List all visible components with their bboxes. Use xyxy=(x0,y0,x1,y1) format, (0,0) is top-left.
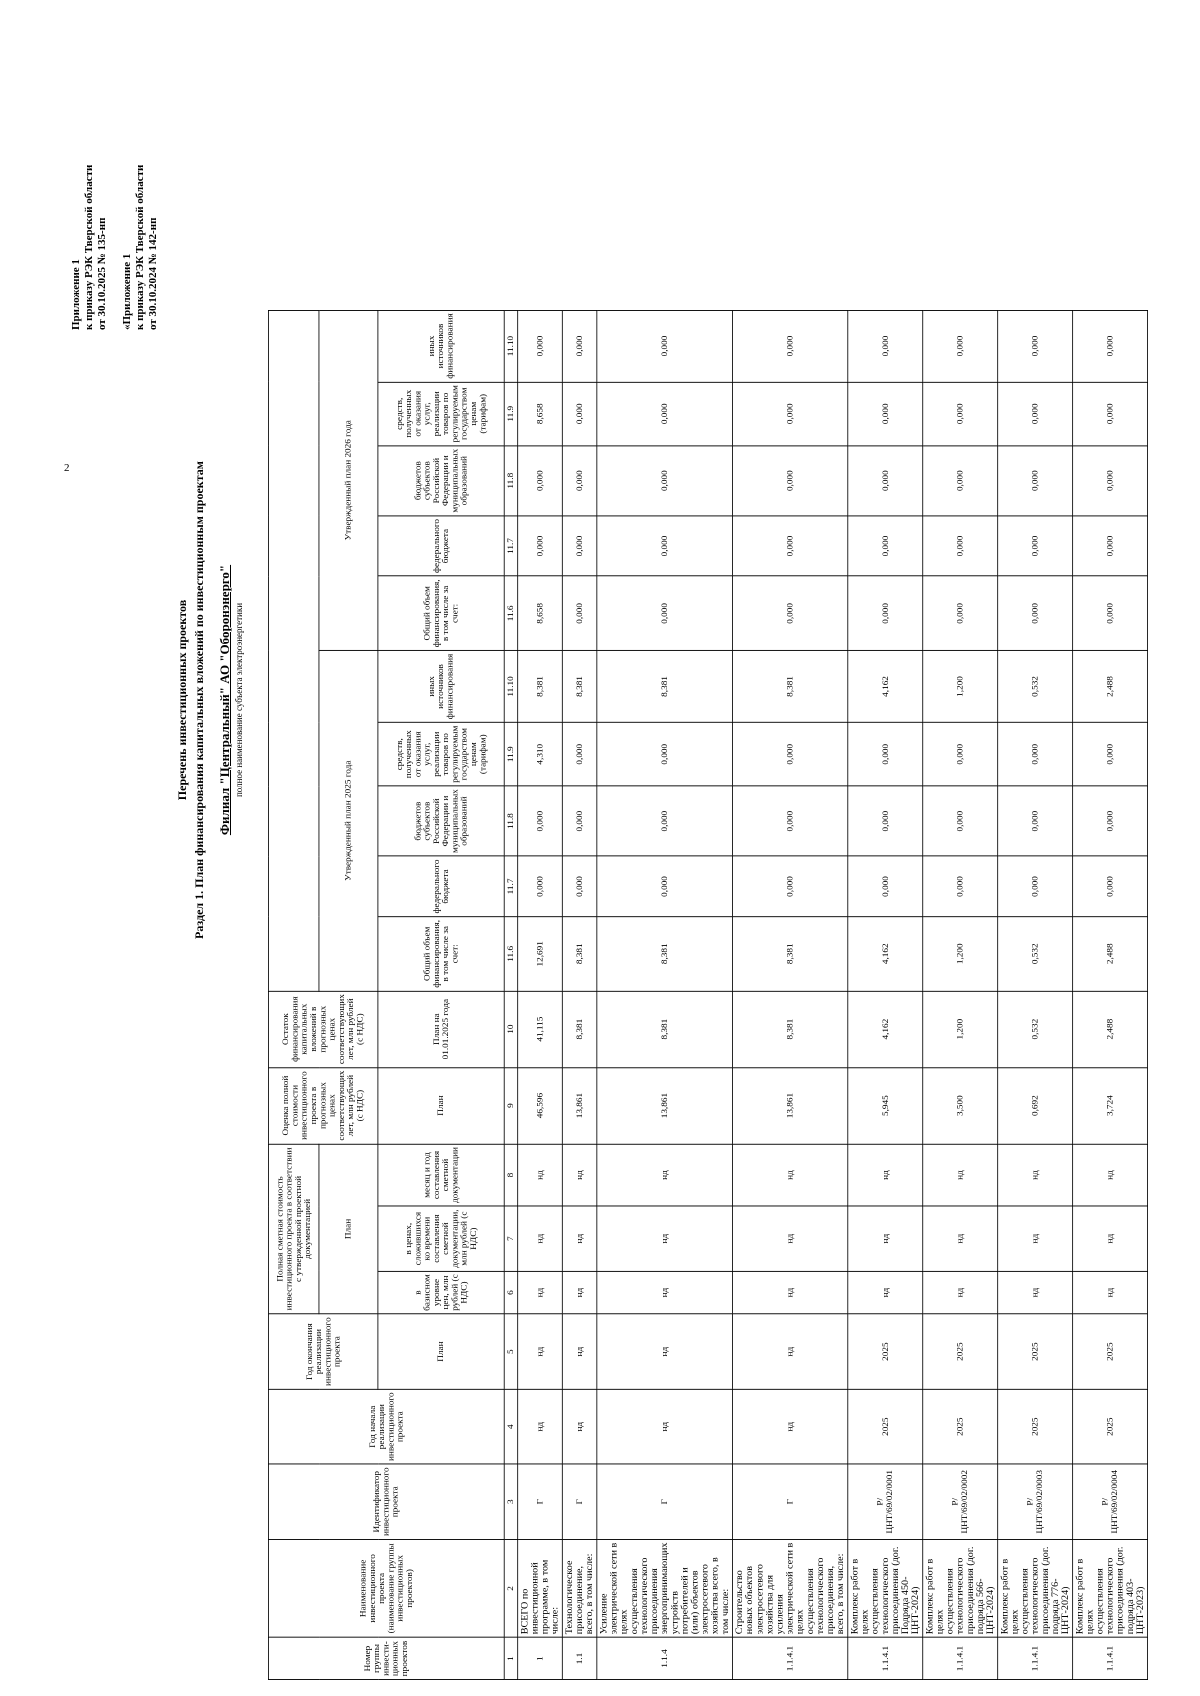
header-forecast-plan: План xyxy=(378,1067,504,1143)
cell-a2: 0,000 xyxy=(562,856,597,916)
cell-b1: 0,000 xyxy=(732,576,847,650)
column-number: 6 xyxy=(504,1271,517,1314)
cell-c8: нд xyxy=(732,1144,847,1206)
cell-name: Усиление электрической сети в целях осуществления технологического присоединения энергопринимающих устройств потребителей и (или) объектов электросетевого хозяйства всего, в том числе: xyxy=(597,1539,733,1637)
header-forecast: Оценка полной стоимости инвестиционного проекта в прогнозных ценах соответствующих лет, млн рублей (с НДС) xyxy=(268,1067,377,1143)
cell-b1: 8,658 xyxy=(518,576,563,650)
cell-b4: 8,658 xyxy=(518,382,563,446)
cell-c10: 0,532 xyxy=(998,991,1073,1067)
column-number: 4 xyxy=(504,1389,517,1464)
title-list: Перечень инвестиционных проектов xyxy=(175,599,189,801)
cell-b1: 0,000 xyxy=(562,576,597,650)
cell-b5: 0,000 xyxy=(1073,310,1148,382)
cell-a3: 0,000 xyxy=(848,786,923,856)
cell-a5: 0,532 xyxy=(998,650,1073,722)
cell-start: нд xyxy=(562,1389,597,1464)
page-number: 2 xyxy=(64,462,70,474)
cell-c7: нд xyxy=(732,1206,847,1271)
cell-b2: 0,000 xyxy=(848,516,923,576)
cell-a3: 0,000 xyxy=(597,786,733,856)
cell-id: Г xyxy=(518,1464,563,1539)
header-row xyxy=(268,310,319,1679)
cell-b2: 0,000 xyxy=(518,516,563,576)
column-number: 9 xyxy=(504,1067,517,1143)
cell-start: 2025 xyxy=(1073,1389,1148,1464)
cell-num: 1.1.4.1 xyxy=(848,1638,923,1680)
table-row xyxy=(518,310,563,1679)
column-number: 2 xyxy=(504,1539,517,1637)
cell-id: P/ЦНТ/69/02/0003 xyxy=(998,1464,1073,1539)
approval-line: «Приложение 1 xyxy=(121,253,133,330)
column-number: 5 xyxy=(504,1314,517,1389)
cell-end: нд xyxy=(597,1314,733,1389)
cell-b4: 0,000 xyxy=(732,382,847,446)
cell-b2: 0,000 xyxy=(562,516,597,576)
cell-b5: 0,000 xyxy=(518,310,563,382)
cell-c7: нд xyxy=(562,1206,597,1271)
cell-name: Комплекс работ в целях осуществления технологического присоединения (дог. подряда 403-ЦНТ-2023) xyxy=(1073,1539,1148,1637)
cell-a1: 1,200 xyxy=(923,917,998,991)
cell-c9: 13,861 xyxy=(597,1067,733,1143)
column-number: 11.8 xyxy=(504,786,517,856)
cell-c6: нд xyxy=(562,1271,597,1314)
cell-c9: 5,945 xyxy=(848,1067,923,1143)
cell-a1: 8,381 xyxy=(732,917,847,991)
header-estimate-date: месяц и год составления сметной документации xyxy=(378,1144,504,1206)
cell-b3: 0,000 xyxy=(998,446,1073,516)
cell-a5: 2,488 xyxy=(1073,650,1148,722)
cell-c8: нд xyxy=(562,1144,597,1206)
cell-num: 1.1.4.1 xyxy=(923,1638,998,1680)
cell-c8: нд xyxy=(518,1144,563,1206)
cell-num: 1.1.4 xyxy=(597,1638,733,1680)
cell-start: нд xyxy=(518,1389,563,1464)
cell-b1: 0,000 xyxy=(923,576,998,650)
title-caption: полное наименование субъекта электроэнергетики xyxy=(234,602,244,798)
approval-line: от 30.10.2025 № 135-нп xyxy=(96,217,108,330)
cell-c10: 8,381 xyxy=(732,991,847,1067)
cell-name: Комплекс работ в целях осуществления технологического присоединения (дог. подряда 776-ЦНТ-2024) xyxy=(998,1539,1073,1637)
cell-a3: 0,000 xyxy=(1073,786,1148,856)
cell-a2: 0,000 xyxy=(923,856,998,916)
cell-b5: 0,000 xyxy=(923,310,998,382)
column-number: 11.7 xyxy=(504,856,517,916)
cell-num: 1.1.4.1 xyxy=(1073,1638,1148,1680)
cell-a4: 4,310 xyxy=(518,722,563,786)
cell-c9: 13,861 xyxy=(562,1067,597,1143)
header-plan-2026: Утвержденный план 2026 года xyxy=(319,310,378,650)
cell-c6: нд xyxy=(848,1271,923,1314)
header-estimate-plan: План xyxy=(319,1144,378,1314)
cell-c8: нд xyxy=(1073,1144,1148,1206)
header-start-year: Год начала реализации инвестиционного проекта xyxy=(268,1389,504,1464)
cell-a5: 4,162 xyxy=(848,650,923,722)
cell-end: 2025 xyxy=(848,1314,923,1389)
cell-b2: 0,000 xyxy=(597,516,733,576)
cell-start: 2025 xyxy=(848,1389,923,1464)
cell-b5: 0,000 xyxy=(597,310,733,382)
cell-end: 2025 xyxy=(998,1314,1073,1389)
document-titles xyxy=(175,200,244,1200)
cell-a2: 0,000 xyxy=(1073,856,1148,916)
header-source-p3: бюджетов субъектов Российской Федерации и муниципальных образований xyxy=(378,786,504,856)
header-source-p1: Общий объем финансирования, в том числе за счет: xyxy=(378,917,504,991)
cell-a2: 0,000 xyxy=(732,856,847,916)
cell-c6: нд xyxy=(732,1271,847,1314)
cell-a4: 0,000 xyxy=(562,722,597,786)
cell-name: ВСЕГО по инвестиционной программе, в том числе: xyxy=(518,1539,563,1637)
header-blank xyxy=(268,310,319,991)
column-number: 11.9 xyxy=(504,382,517,446)
cell-end: нд xyxy=(518,1314,563,1389)
approval-line: к приказу РЭК Тверской области xyxy=(134,164,146,330)
column-number: 1 xyxy=(504,1638,517,1680)
header-group-number: Номер группы инвести-ционных проектов xyxy=(268,1638,504,1680)
header-source-p5: иных источников финансирования xyxy=(378,650,504,722)
cell-b5: 0,000 xyxy=(732,310,847,382)
cell-num: 1.1 xyxy=(562,1638,597,1680)
header-project-id: Идентификатор инвестиционного проекта xyxy=(268,1464,504,1539)
cell-c8: нд xyxy=(848,1144,923,1206)
header-project-name: Наименование инвестиционного проекта (наименование группы инвестиционных проектов) xyxy=(268,1539,504,1637)
column-number: 11.10 xyxy=(504,310,517,382)
cell-c10: 8,381 xyxy=(562,991,597,1067)
header-source-p2: федерального бюджета xyxy=(378,856,504,916)
column-number-row xyxy=(504,310,517,1679)
cell-b4: 0,000 xyxy=(998,382,1073,446)
header-source-p5: иных источников финансирования xyxy=(378,310,504,382)
cell-a2: 0,000 xyxy=(848,856,923,916)
cell-end: нд xyxy=(562,1314,597,1389)
cell-a3: 0,000 xyxy=(923,786,998,856)
cell-c7: нд xyxy=(998,1206,1073,1271)
cell-start: нд xyxy=(597,1389,733,1464)
cell-a4: 0,000 xyxy=(848,722,923,786)
cell-c8: нд xyxy=(597,1144,733,1206)
header-source-p4: средств, полученных от оказания услуг, реализации товаров по регулируемым государством ценам (тарифам) xyxy=(378,722,504,786)
cell-a4: 0,000 xyxy=(1073,722,1148,786)
cell-a1: 0,532 xyxy=(998,917,1073,991)
cell-c10: 2,488 xyxy=(1073,991,1148,1067)
cell-end: 2025 xyxy=(923,1314,998,1389)
cell-c10: 8,381 xyxy=(597,991,733,1067)
cell-num: 1 xyxy=(518,1638,563,1680)
header-source-p2: федерального бюджета xyxy=(378,516,504,576)
column-number: 11.10 xyxy=(504,650,517,722)
cell-c10: 4,162 xyxy=(848,991,923,1067)
table-row xyxy=(732,310,847,1679)
cell-a5: 8,381 xyxy=(732,650,847,722)
column-number: 3 xyxy=(504,1464,517,1539)
cell-c8: нд xyxy=(923,1144,998,1206)
cell-a4: 0,000 xyxy=(998,722,1073,786)
header-plan-2025: Утвержденный план 2025 года xyxy=(319,650,378,990)
cell-b3: 0,000 xyxy=(562,446,597,516)
cell-b1: 0,000 xyxy=(848,576,923,650)
cell-start: нд xyxy=(732,1389,847,1464)
cell-id: P/ЦНТ/69/02/0004 xyxy=(1073,1464,1148,1539)
column-number: 11.6 xyxy=(504,917,517,991)
cell-end: 2025 xyxy=(1073,1314,1148,1389)
cell-c6: нд xyxy=(518,1271,563,1314)
header-current-price: в ценах, сложившихся ко времени составления сметной документации, млн рублей (с НДС) xyxy=(378,1206,504,1271)
approval-line: к приказу РЭК Тверской области xyxy=(83,164,95,330)
cell-a5: 1,200 xyxy=(923,650,998,722)
header-source-p4: средств, полученных от оказания услуг, реализации товаров по регулируемым государством ценам (тарифам) xyxy=(378,382,504,446)
header-basis-price: в базисном уровне цен, млн рублей (с НДС) xyxy=(378,1271,504,1314)
cell-c10: 41,115 xyxy=(518,991,563,1067)
table-row xyxy=(562,310,597,1679)
column-number: 8 xyxy=(504,1144,517,1206)
cell-b4: 0,000 xyxy=(562,382,597,446)
cell-c6: нд xyxy=(998,1271,1073,1314)
cell-b2: 0,000 xyxy=(998,516,1073,576)
cell-b2: 0,000 xyxy=(1073,516,1148,576)
cell-num: 1.1.4.1 xyxy=(732,1638,847,1680)
header-source-p1: Общий объем финансирования, в том числе за счет: xyxy=(378,576,504,650)
cell-b1: 0,000 xyxy=(597,576,733,650)
cell-a5: 8,381 xyxy=(597,650,733,722)
column-number: 11.8 xyxy=(504,446,517,516)
cell-b3: 0,000 xyxy=(848,446,923,516)
table-row xyxy=(998,310,1073,1679)
cell-b3: 0,000 xyxy=(1073,446,1148,516)
column-number: 10 xyxy=(504,991,517,1067)
cell-start: 2025 xyxy=(923,1389,998,1464)
cell-b2: 0,000 xyxy=(732,516,847,576)
cell-c9: 3,724 xyxy=(1073,1067,1148,1143)
cell-id: P/ЦНТ/69/02/0001 xyxy=(848,1464,923,1539)
header-remaining-plan: План на 01.01.2025 года xyxy=(378,991,504,1067)
cell-c6: нд xyxy=(597,1271,733,1314)
cell-b3: 0,000 xyxy=(732,446,847,516)
cell-b5: 0,000 xyxy=(562,310,597,382)
title-section: Раздел 1. План финансирования капитальных вложений по инвестиционным проектам xyxy=(192,461,206,939)
cell-id: P/ЦНТ/69/02/0002 xyxy=(923,1464,998,1539)
cell-a3: 0,000 xyxy=(518,786,563,856)
column-number: 11.7 xyxy=(504,516,517,576)
cell-a2: 0,000 xyxy=(597,856,733,916)
cell-a4: 0,000 xyxy=(923,722,998,786)
cell-a1: 8,381 xyxy=(562,917,597,991)
table-row xyxy=(1073,310,1148,1679)
cell-a3: 0,000 xyxy=(998,786,1073,856)
cell-name: Строительство новых объектов электросетевого хозяйства для усиления электрической сети в целях осуществления технологического присоединения, всего, в том числе: xyxy=(732,1539,847,1637)
cell-a2: 0,000 xyxy=(998,856,1073,916)
cell-a2: 0,000 xyxy=(518,856,563,916)
investment-plan-table xyxy=(268,310,1148,1680)
cell-c9: 0,692 xyxy=(998,1067,1073,1143)
cell-c7: нд xyxy=(597,1206,733,1271)
column-number: 7 xyxy=(504,1206,517,1271)
cell-c7: нд xyxy=(518,1206,563,1271)
table-row xyxy=(848,310,923,1679)
cell-name: Комплекс работ в целях осуществления технологического присоединения (дог. подряда 566-ЦНТ-2024) xyxy=(923,1539,998,1637)
cell-b4: 0,000 xyxy=(1073,382,1148,446)
header-end-year: Год окончания реализации инвестиционного проекта xyxy=(268,1314,377,1389)
cell-num: 1.1.4.1 xyxy=(998,1638,1073,1680)
cell-a3: 0,000 xyxy=(732,786,847,856)
cell-b1: 0,000 xyxy=(998,576,1073,650)
cell-b2: 0,000 xyxy=(923,516,998,576)
cell-b5: 0,000 xyxy=(848,310,923,382)
cell-b5: 0,000 xyxy=(998,310,1073,382)
cell-a1: 12,691 xyxy=(518,917,563,991)
cell-b3: 0,000 xyxy=(923,446,998,516)
cell-c7: нд xyxy=(1073,1206,1148,1271)
cell-c9: 13,861 xyxy=(732,1067,847,1143)
cell-c6: нд xyxy=(1073,1271,1148,1314)
cell-id: Г xyxy=(597,1464,733,1539)
cell-c9: 3,500 xyxy=(923,1067,998,1143)
cell-b4: 0,000 xyxy=(848,382,923,446)
cell-c9: 46,596 xyxy=(518,1067,563,1143)
title-company: Филиал "Центральный" АО "Оборонэнерго" xyxy=(217,564,232,836)
cell-c8: нд xyxy=(998,1144,1073,1206)
column-number: 11.9 xyxy=(504,722,517,786)
cell-c7: нд xyxy=(923,1206,998,1271)
cell-a4: 0,000 xyxy=(732,722,847,786)
cell-a5: 8,381 xyxy=(562,650,597,722)
cell-b4: 0,000 xyxy=(597,382,733,446)
approval-gap xyxy=(109,110,121,330)
cell-b4: 0,000 xyxy=(923,382,998,446)
cell-a4: 0,000 xyxy=(597,722,733,786)
cell-a1: 2,488 xyxy=(1073,917,1148,991)
header-source-p3: бюджетов субъектов Российской Федерации и муниципальных образований xyxy=(378,446,504,516)
approval-rotated xyxy=(70,110,160,330)
cell-b3: 0,000 xyxy=(597,446,733,516)
approval-line: Приложение 1 xyxy=(70,259,82,330)
cell-c10: 1,200 xyxy=(923,991,998,1067)
cell-b1: 0,000 xyxy=(1073,576,1148,650)
cell-c7: нд xyxy=(848,1206,923,1271)
cell-a1: 8,381 xyxy=(597,917,733,991)
cell-start: 2025 xyxy=(998,1389,1073,1464)
cell-id: Г xyxy=(732,1464,847,1539)
cell-a5: 8,381 xyxy=(518,650,563,722)
cell-b3: 0,000 xyxy=(518,446,563,516)
header-end-plan: План xyxy=(378,1314,504,1389)
table-row xyxy=(923,310,998,1679)
cell-id: Г xyxy=(562,1464,597,1539)
cell-name: Комплекс работ в целях осуществления технологического присоединения (дог. Подряда 450-ЦНТ-2024) xyxy=(848,1539,923,1637)
approval-line: от 30.10.2024 № 142-нп xyxy=(147,217,159,330)
cell-name: Технологическое присоединение, всего, в том числе: xyxy=(562,1539,597,1637)
cell-end: нд xyxy=(732,1314,847,1389)
cell-a3: 0,000 xyxy=(562,786,597,856)
cell-a1: 4,162 xyxy=(848,917,923,991)
header-estimate: Полная сметная стоимость инвестиционного проекта в соответствии с утвержденной проектной документацией xyxy=(268,1144,319,1314)
header-remaining: Остаток финансирования капитальных вложений в прогнозных ценах соответствующих лет, млн рублей (с НДС) xyxy=(268,991,377,1067)
column-number: 11.6 xyxy=(504,576,517,650)
table-row xyxy=(597,310,733,1679)
cell-c6: нд xyxy=(923,1271,998,1314)
